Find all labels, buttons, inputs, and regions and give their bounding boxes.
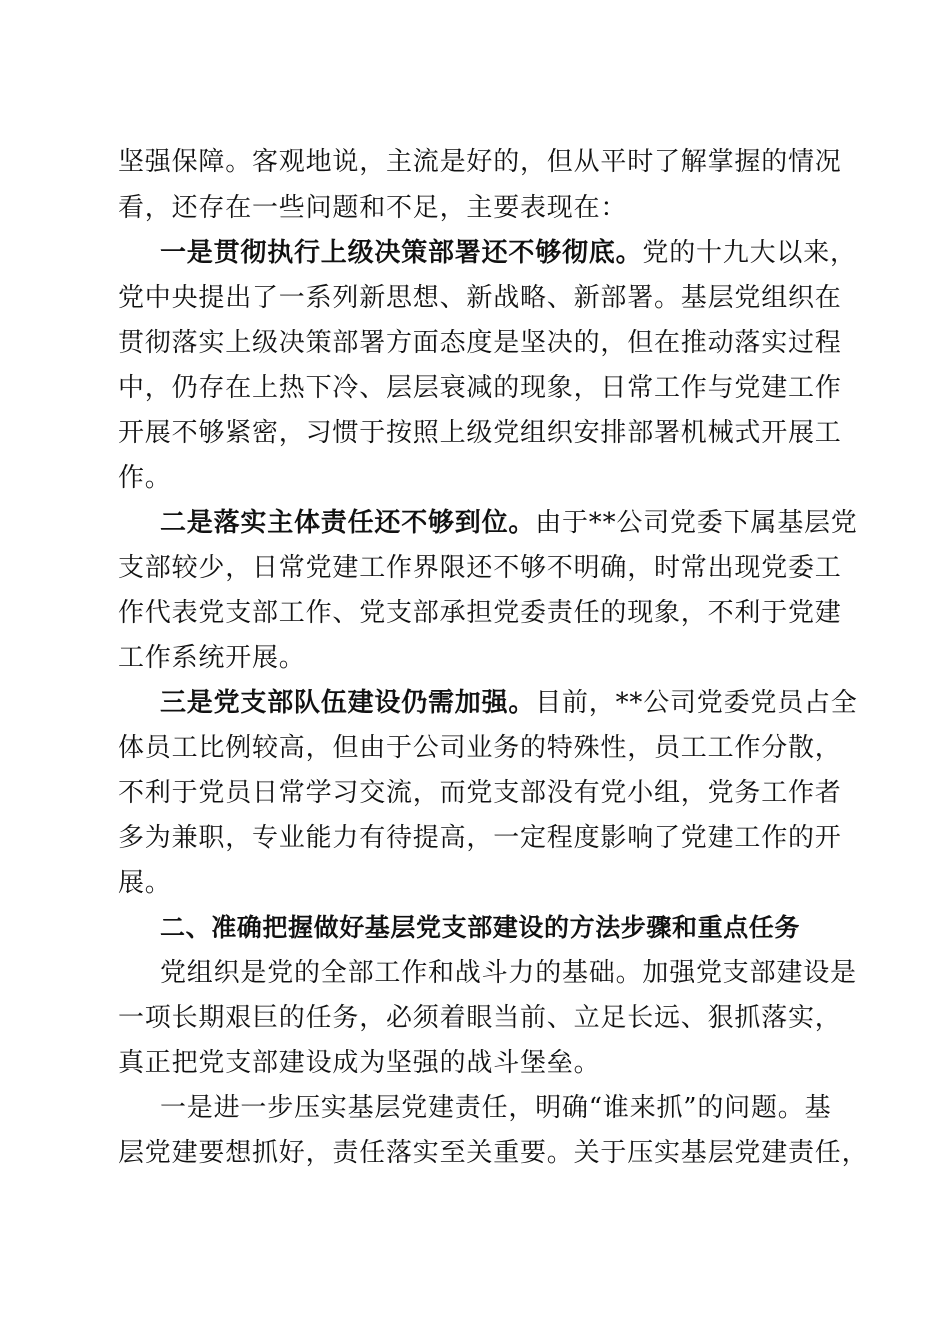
text-line: 工作系统开展。 (118, 643, 306, 673)
text-line: 作。 (118, 463, 172, 493)
text-line: 一项长期艰巨的任务，必须着眼当前、立足长远、狠抓落实， (118, 1003, 842, 1033)
text-line: 开展不够紧密，习惯于按照上级党组织安排部署机械式开展工 (118, 418, 842, 448)
text-line: 看，还存在一些问题和不足，主要表现在： (118, 193, 628, 223)
text-line: 体员工比例较高，但由于公司业务的特殊性，员工工作分散， (118, 733, 842, 763)
paragraph-first-rest: 由于**公司党委下属基层党 (535, 508, 858, 538)
text-line: 展。 (118, 868, 172, 898)
paragraph-first-line (160, 688, 880, 718)
paragraph-lead: 三是党支部队伍建设仍需加强。 (160, 688, 536, 718)
text-line: 多为兼职，专业能力有待提高，一定程度影响了党建工作的开 (118, 823, 842, 853)
text-line: 真正把党支部建设成为坚强的战斗堡垒。 (118, 1048, 601, 1078)
paragraph-first-line: 一是进一步压实基层党建责任，明确“谁来抓”的问题。基 (160, 1093, 832, 1123)
text-line: 不利于党员日常学习交流，而党支部没有党小组，党务工作者 (118, 778, 842, 808)
text-line: 支部较少，日常党建工作界限还不够不明确，时常出现党委工 (118, 553, 842, 583)
paragraph-lead: 一是贯彻执行上级决策部署还不够彻底。 (160, 238, 643, 268)
text-line: 坚强保障。客观地说，主流是好的，但从平时了解掌握的情况 (118, 147, 842, 177)
paragraph-first-line (160, 238, 880, 268)
text-line: 贯彻落实上级决策部署方面态度是坚决的，但在推动落实过程 (118, 328, 842, 358)
text-line: 中，仍存在上热下冷、层层衰减的现象，日常工作与党建工作 (118, 373, 842, 403)
paragraph-first-line: 党组织是党的全部工作和战斗力的基础。加强党支部建设是 (160, 958, 857, 988)
paragraph-first-line (160, 508, 880, 538)
text-line: 层党建要想抓好，责任落实至关重要。关于压实基层党建责任， (118, 1138, 869, 1168)
paragraph-lead: 二是落实主体责任还不够到位。 (160, 508, 536, 538)
text-line: 作代表党支部工作、党支部承担党委责任的现象，不利于党建 (118, 598, 842, 628)
text-line: 党中央提出了一系列新思想、新战略、新部署。基层党组织在 (118, 283, 842, 313)
paragraph-first-rest: 党的十九大以来， (642, 238, 857, 268)
paragraph-first-rest: 目前，**公司党委党员占全 (535, 688, 858, 718)
section-heading: 二、准确把握做好基层党支部建设的方法步骤和重点任务 (160, 913, 801, 942)
